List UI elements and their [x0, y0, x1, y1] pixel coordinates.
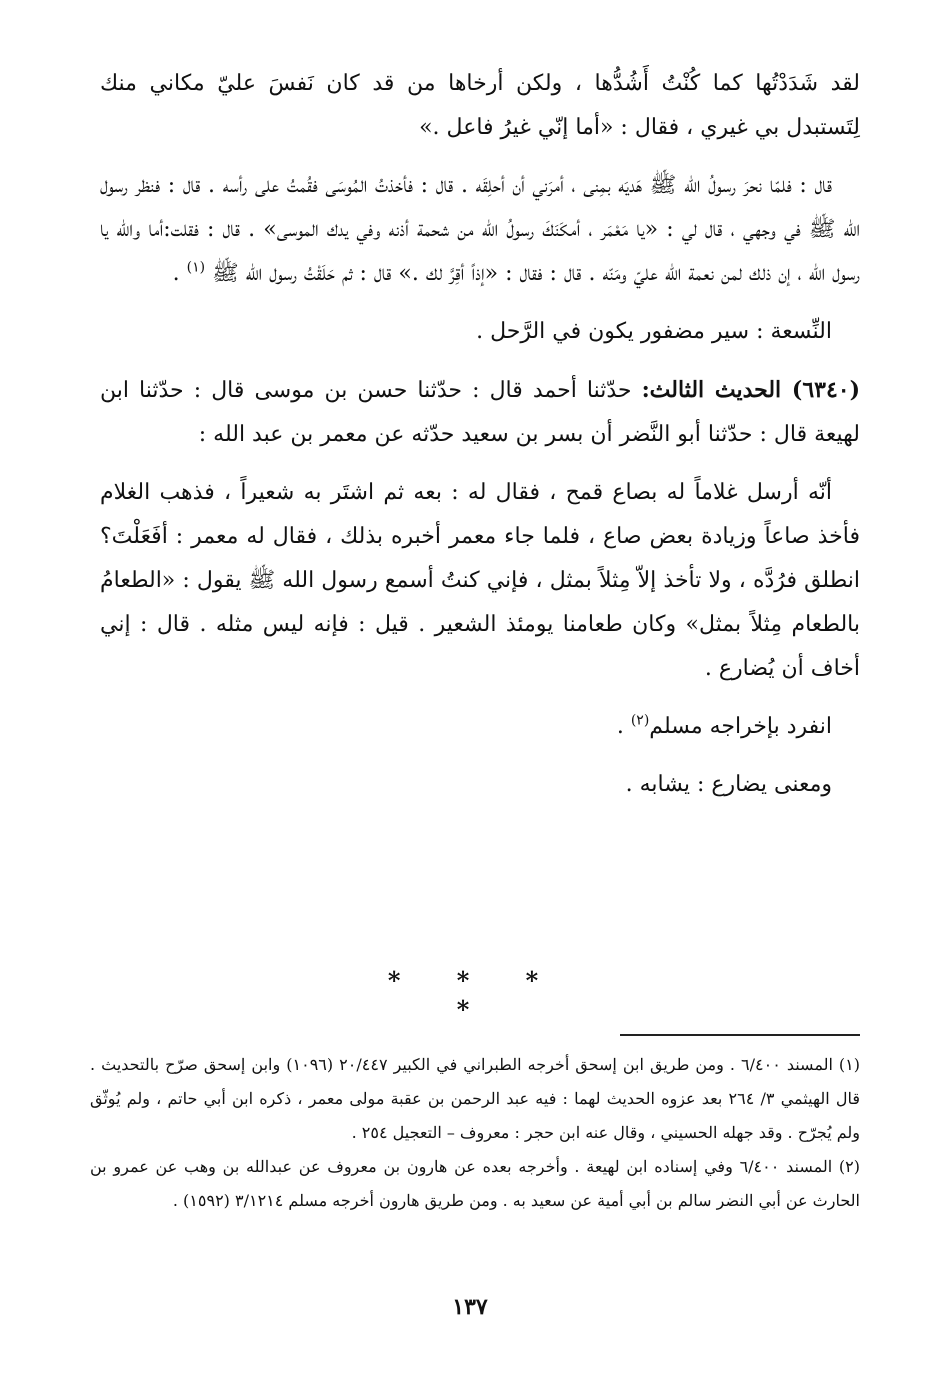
hadith-isnad: حدّثنا أحمد قال : حدّثنا حسن بن موسى قال : حدّثنا ابن لهيعة قال : حدّثنا أبو النَّضر أن بسر بن سعيد حدّثه عن معمر بن عبد الله : [100, 378, 860, 447]
paragraph-2-text: قال : فلمّا نحرَ رسولُ الله ﷺ هَديَه بمِنى ، أمرَني أن أحلِقَه . قال : فأخذتُ المُوسَى فقُمتُ على رأسه . قال : فنظر رسول الله ﷺ في وجهي ، قال لي : «يا مَعْمَر ، أمكَنَكَ رسولُ الله من شحمة أذنه وفي يدك الموسى» . قال : فقلت:أما والله يا رسول الله ، إن ذلك لمن نعمة الله عليّ ومَنّه . قال : فقال : «إذاً أقِرَّ لك .» قال : ثم حَلَقْتُ رسول الله ﷺ [100, 173, 860, 286]
main-text [100, 62, 860, 821]
hadith-heading: (٦٣٤٠) الحديث الثالث: [641, 377, 860, 403]
paragraph-2 [100, 164, 860, 296]
paragraph-3: النِّسعة : سير مضفور يكون في الرَّحل . [476, 319, 832, 344]
paragraph-1: لقد شَدَدْتُها كما كُنْتُ أَشُدُّها ، ولكن أرخاها من قد كان نَفسَ عليّ مكاني منك لِتَستبدل بي غيري ، فقال : «أما إنّي غيرُ فاعل .» [100, 71, 860, 140]
footnotes [90, 1048, 860, 1218]
footnote-1: (١) المسند ٦/٤٠٠ . ومن طريق ابن إسحق أخرجه الطبراني في الكبير ٢٠/٤٤٧ (١٠٩٦) وابن إسحق صرّح بالتحديث . قال الهيثمي ٣/ ٢٦٤ بعد عزوه الحديث لهما : فيه عبد الرحمن بن عقبة مولى معمر ، ذكره ابن أبي حاتم ، ولم يُوثّق ولم يُجرّح . وقد جهله الحسيني ، وقال عنه ابن حجر : معروف – التعجيل ٢٥٤ . [90, 1055, 861, 1142]
footnote-2: (٢) المسند ٦/٤٠٠ وفي إسناده ابن لهيعة . وأخرجه بعده عن هارون بن معروف عن عبدالله بن وهب عن عمرو بن الحارث عن أبي النضر سالم بن أبي أمية عن سعيد به . ومن طريق هارون أخرجه مسلم ٣/١٢١٤ (١٥٩٢) . [90, 1157, 861, 1210]
section-separator: * * * * [387, 966, 563, 1024]
footnote-ref-1[interactable]: (١) [186, 259, 206, 276]
paragraph-4 [100, 368, 860, 457]
paragraph-6 [100, 705, 860, 749]
paragraph-6-end: . [616, 714, 631, 739]
paragraph-6-text: انفرد بإخراجه مسلم [649, 714, 832, 739]
paragraph-5: أنّه أرسل غلاماً له بصاع قمح ، فقال له : بعه ثم اشتَر به شعيراً ، فذهب الغلام فأخذ صاعاً وزيادة بعض صاع ، فلما جاء معمر أخبره بذلك ، فقال له معمر : أفَعَلْتَ؟ انطلق فرُدَّه ، ولا تأخذ إلاّ مِثلاً بمثل ، فإني كنتُ أسمع رسول الله ﷺ يقول : «الطعامُ بالطعام مِثلاً بمثل» وكان طعامنا يومئذ الشعير . قيل : فإنه ليس مثله . قال : إني أخاف أن يُضارع . [100, 480, 860, 681]
paragraph-2-end: . [172, 261, 187, 286]
footnote-rule [620, 1034, 860, 1036]
footnote-ref-2[interactable]: (٢) [630, 712, 650, 729]
page-number: ١٣٧ [452, 1294, 488, 1320]
paragraph-7: ومعنى يضارع : يشابه . [625, 772, 832, 797]
